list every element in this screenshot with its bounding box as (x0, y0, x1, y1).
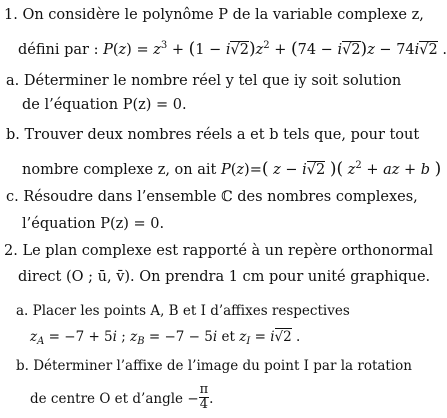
text-line: 1. On considère le polynôme P de la variable complexe z, (4, 7, 424, 23)
factorization-formula: P(z)=( z − i√2 )( $z^2$ + az + b ) (220, 159, 442, 179)
text-line: de l’équation P(z) = 0. (22, 97, 187, 113)
polynomial-definition (18, 37, 447, 59)
question-2-intro-cont (18, 268, 430, 286)
question-2-intro (4, 242, 433, 260)
text-line: a. Placer les points A, B et I d’affixes respectives (16, 303, 350, 319)
question-2b (16, 357, 412, 375)
text-line: l’équation P(z) = 0. (22, 216, 165, 232)
text-line: c. Résoudre dans l’ensemble ℂ des nombres complexes, (6, 189, 418, 205)
question-1-intro (4, 6, 424, 24)
text-line: direct (O ; ū, v̄). On prendra 1 cm pour unité graphique. (18, 269, 431, 285)
angle-denominator: 4 (199, 397, 209, 412)
text-line: a. Déterminer le nombre réel y tel que iy soit solution (6, 73, 402, 89)
text-line: b. Déterminer l’affixe de l’image du point I par la rotation (16, 358, 412, 374)
affixes-formula: $z_A = -7 + 5i$ ; $z_B = -7 - 5i$ et $z_I = i√2$ . (30, 329, 301, 347)
question-2a (16, 302, 350, 320)
text-line: défini par : (18, 42, 104, 58)
polynomial-formula: $P(z) = z^3 + (1 - i√2)z^2 + (74 - i√2)z - 74i√2$ . (103, 39, 447, 59)
question-1a-cont (22, 96, 187, 114)
question-1b-cont (22, 157, 441, 179)
text-line: nombre complexe z, on ait (22, 162, 221, 178)
angle-formula: − $\frac{\pi}{4}$ . (187, 382, 214, 412)
text-line: b. Trouver deux nombres réels a et b tels que, pour tout (6, 127, 420, 143)
text-line: de centre O et d’angle (30, 391, 188, 407)
question-1c-cont (22, 215, 164, 233)
text-line: 2. Le plan complexe est rapporté à un repère orthonormal (4, 243, 434, 259)
question-1b (6, 126, 419, 144)
question-2b-cont (30, 382, 214, 414)
question-1a (6, 72, 401, 90)
angle-numerator: π (199, 382, 209, 397)
question-1c (6, 188, 418, 206)
